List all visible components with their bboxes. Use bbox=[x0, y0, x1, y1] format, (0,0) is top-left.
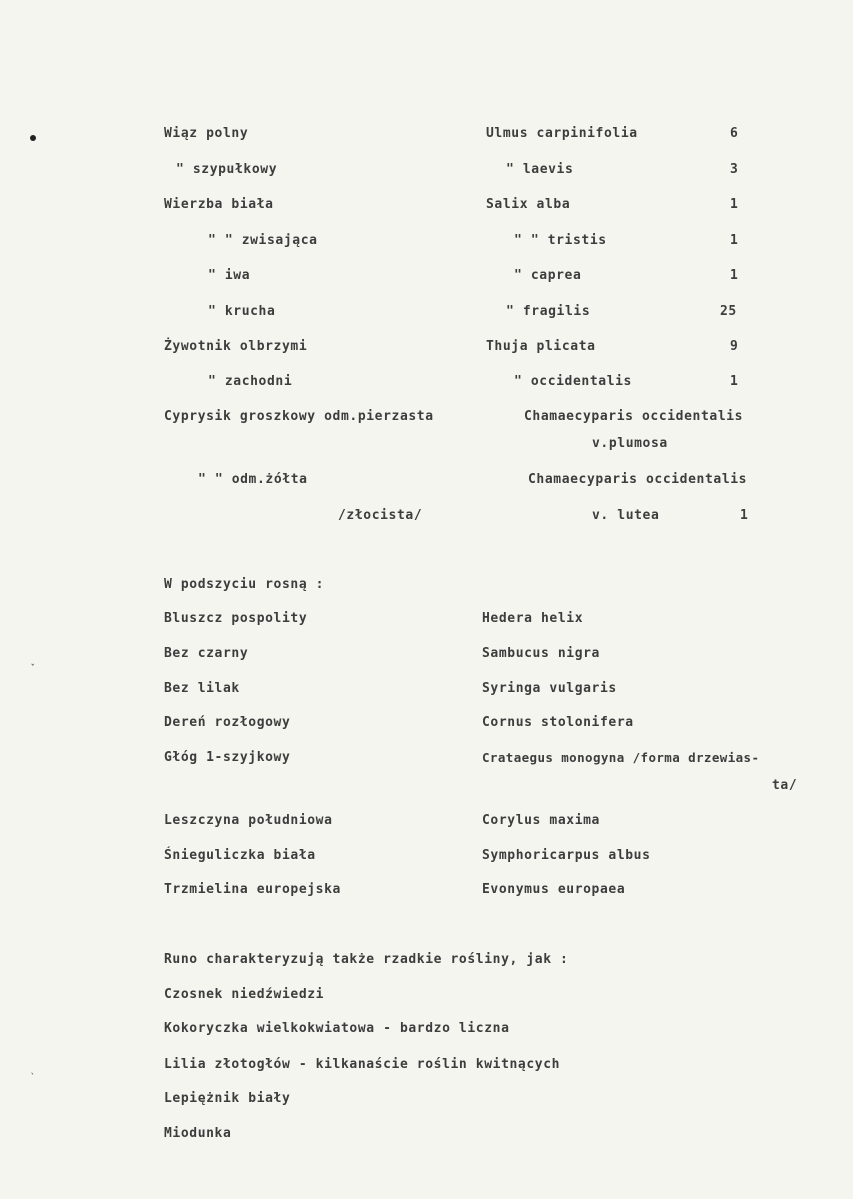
shrub-polish-name: Bluszcz pospolity bbox=[164, 611, 308, 626]
shrub-latin-name: Symphoricarpus albus bbox=[482, 848, 651, 863]
shrub-polish-name: Śnieguliczka biała bbox=[164, 848, 316, 863]
tree-latin-name: " occidentalis bbox=[514, 374, 632, 389]
rare-plant-item: Kokoryczka wielkokwiatowa - bardzo liczna bbox=[164, 1021, 510, 1036]
tree-count: 3 bbox=[730, 162, 739, 177]
tree-latin-name: Salix alba bbox=[486, 197, 571, 212]
tree-count: 9 bbox=[730, 339, 739, 354]
tree-count: 1 bbox=[730, 233, 739, 248]
tree-latin-name: Thuja plicata bbox=[486, 339, 596, 354]
tree-latin-name: " laevis bbox=[506, 162, 574, 177]
margin-tick-mark: ˇ bbox=[30, 664, 36, 674]
section-heading: W podszyciu rosną : bbox=[164, 577, 325, 592]
shrub-latin-name: Hedera helix bbox=[482, 611, 584, 626]
tree-polish-name: Wiąz polny bbox=[164, 126, 249, 141]
tree-polish-name: Wierzba biała bbox=[164, 197, 274, 212]
tree-polish-name-cont: /złocista/ bbox=[338, 508, 423, 523]
shrub-polish-name: Dereń rozłogowy bbox=[164, 715, 291, 730]
tree-polish-name: " iwa bbox=[208, 268, 251, 283]
shrub-polish-name: Leszczyna południowa bbox=[164, 813, 333, 828]
shrub-latin-name: Evonymus europaea bbox=[482, 882, 626, 897]
shrub-polish-name: Bez czarny bbox=[164, 646, 249, 661]
rare-plant-item: Miodunka bbox=[164, 1126, 232, 1141]
shrub-latin-name: Crataegus monogyna /forma drzewias- bbox=[482, 750, 760, 765]
tree-polish-name: " " zwisająca bbox=[208, 233, 318, 248]
tree-polish-name: Cyprysik groszkowy odm.pierzasta bbox=[164, 409, 434, 424]
tree-latin-name: Chamaecyparis occidentalis bbox=[528, 472, 748, 487]
tree-latin-variety: v.plumosa bbox=[592, 436, 668, 451]
tree-polish-name: " zachodni bbox=[208, 374, 293, 389]
margin-tick-mark: ` bbox=[30, 1073, 36, 1083]
tree-polish-name: " krucha bbox=[208, 304, 276, 319]
rare-plant-item: Lilia złotogłów - kilkanaście roślin kwitnących bbox=[164, 1057, 561, 1072]
section-heading: Runo charakteryzują także rzadkie rośliny, jak : bbox=[164, 952, 569, 967]
bullet-mark bbox=[30, 135, 36, 141]
shrub-latin-name: Syringa vulgaris bbox=[482, 681, 617, 696]
tree-count: 25 bbox=[720, 304, 737, 319]
tree-latin-name: " fragilis bbox=[506, 304, 591, 319]
tree-count: 1 bbox=[740, 508, 749, 523]
tree-latin-name: Ulmus carpinifolia bbox=[486, 126, 638, 141]
tree-polish-name: " szypułkowy bbox=[176, 162, 278, 177]
shrub-latin-name: Corylus maxima bbox=[482, 813, 600, 828]
tree-polish-name: Żywotnik olbrzymi bbox=[164, 339, 308, 354]
shrub-polish-name: Bez lilak bbox=[164, 681, 240, 696]
shrub-polish-name: Głóg 1-szyjkowy bbox=[164, 750, 291, 765]
tree-latin-name: " " tristis bbox=[514, 233, 607, 248]
shrub-latin-name: Cornus stolonifera bbox=[482, 715, 634, 730]
shrub-latin-name-cont: ta/ bbox=[772, 778, 798, 793]
tree-latin-name: Chamaecyparis occidentalis bbox=[524, 409, 744, 424]
tree-count: 1 bbox=[730, 268, 739, 283]
tree-latin-variety: v. lutea bbox=[592, 508, 660, 523]
tree-count: 1 bbox=[730, 197, 739, 212]
tree-latin-name: " caprea bbox=[514, 268, 582, 283]
rare-plant-item: Czosnek niedźwiedzi bbox=[164, 987, 325, 1002]
shrub-polish-name: Trzmielina europejska bbox=[164, 882, 341, 897]
shrub-latin-name: Sambucus nigra bbox=[482, 646, 600, 661]
tree-count: 1 bbox=[730, 374, 739, 389]
tree-polish-name: " " odm.żółta bbox=[198, 472, 308, 487]
rare-plant-item: Lepiężnik biały bbox=[164, 1091, 291, 1106]
tree-count: 6 bbox=[730, 126, 739, 141]
